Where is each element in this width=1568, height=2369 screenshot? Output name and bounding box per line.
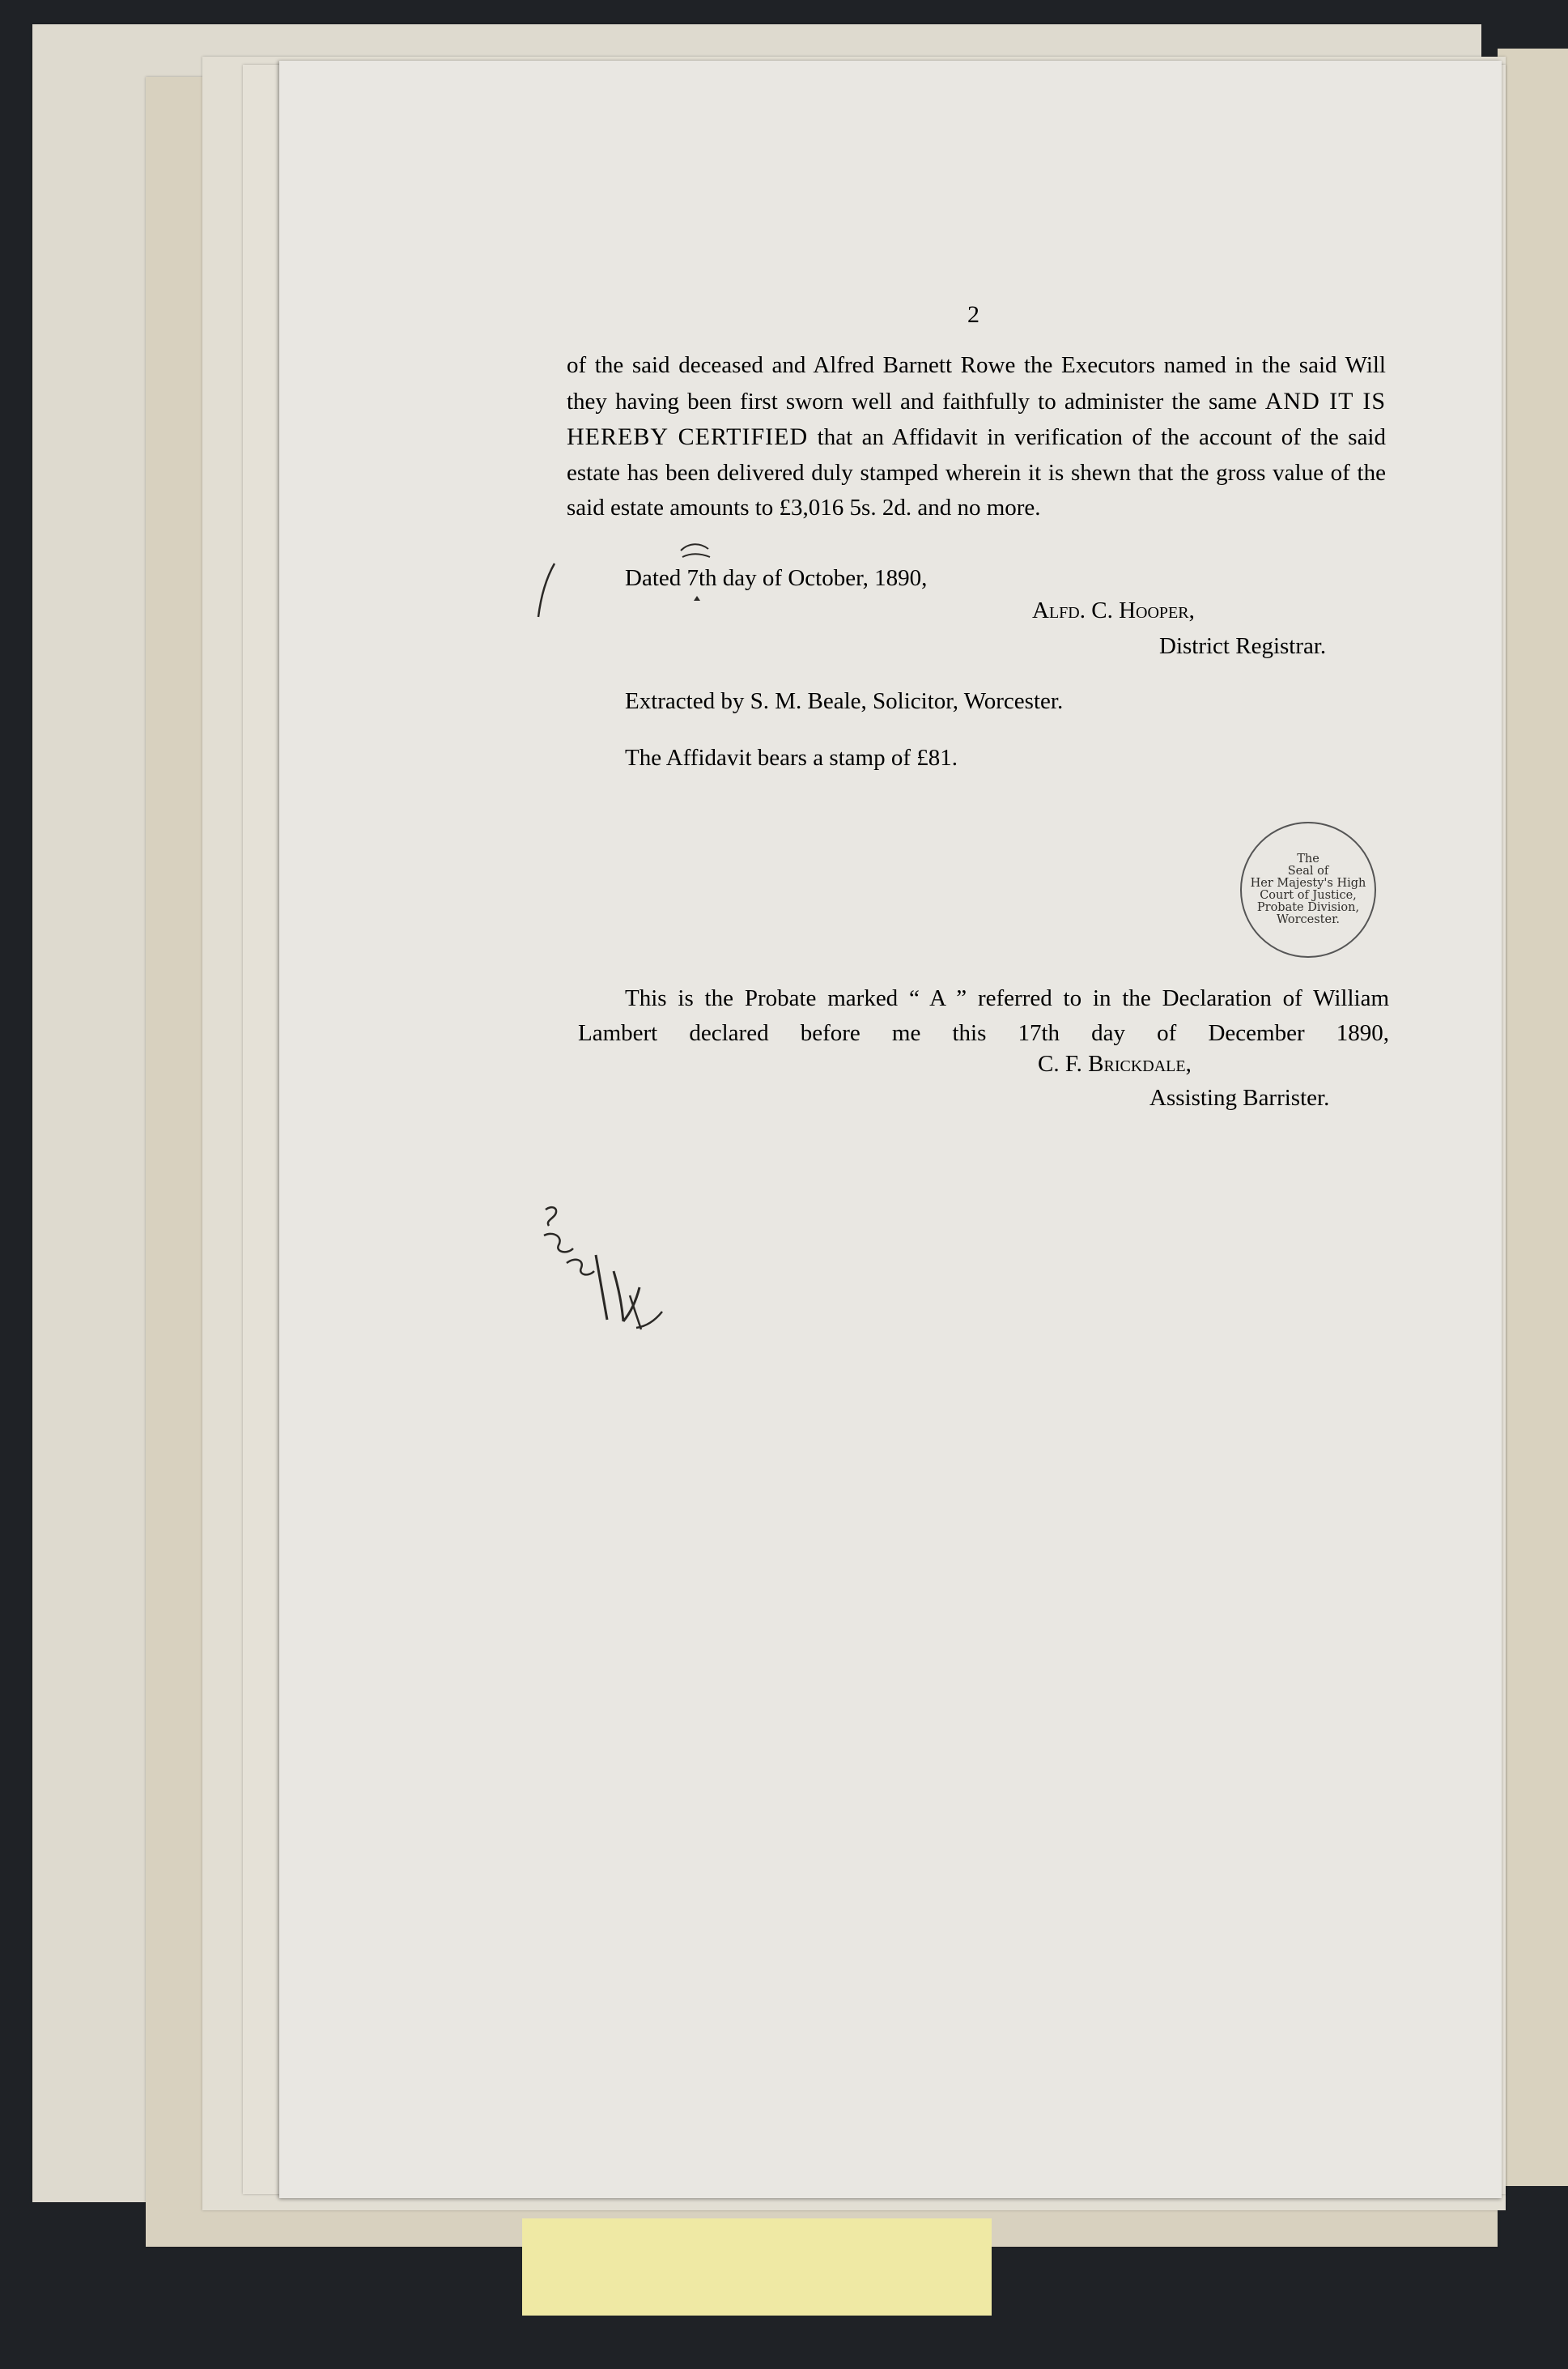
label-slip <box>522 2218 992 2316</box>
paragraph-text: of the said deceased and Alfred Barnett Rowe the Executors named in the said Will they having been first sworn well and faithfully to administer the same <box>567 352 1386 415</box>
handwritten-correction-mark <box>676 534 716 615</box>
declaration-paragraph: This is the Probate marked “ A ” referred to in the Declaration of William Lambert declared before me this 17th day of December 1890, <box>578 985 1389 1046</box>
handwritten-annotation <box>534 1198 672 1344</box>
adjacent-page-edge <box>1498 49 1568 2186</box>
registrar-role: District Registrar. <box>1159 633 1327 659</box>
paragraph-text: that an Affidavit in verification of the account of the said estate has been delivered duly stamped wherein it is shewn that the gross value of the said estate amounts to £3,016 5s. 2d. and no more. <box>567 424 1386 521</box>
page-number: 2 <box>967 301 979 328</box>
seal-line: Worcester. <box>1276 913 1341 926</box>
certified-clause: AND IT IS HEREBY CERTIFIED <box>567 387 1386 450</box>
registrar-name: Alfd. C. Hooper, <box>1032 598 1195 623</box>
seal-line: Court of Justice, <box>1260 889 1357 902</box>
affidavit-stamp-line: The Affidavit bears a stamp of £81. <box>625 745 958 771</box>
certificate-paragraph <box>567 348 1386 526</box>
court-seal <box>1240 822 1376 958</box>
seal-line: The <box>1297 853 1319 866</box>
dated-line: Dated 7th day of October, 1890, <box>625 565 928 591</box>
extracted-by-line: Extracted by S. M. Beale, Solicitor, Worcester. <box>625 688 1064 714</box>
barrister-role: Assisting Barrister. <box>1149 1085 1330 1111</box>
barrister-name: C. F. Brickdale, <box>1038 1051 1192 1077</box>
seal-line: Seal of <box>1287 865 1329 878</box>
margin-check-mark <box>530 559 563 623</box>
seal-line: Her Majesty's High <box>1250 877 1366 890</box>
seal-line: Probate Division, <box>1256 901 1360 914</box>
seal-text <box>1247 853 1369 926</box>
